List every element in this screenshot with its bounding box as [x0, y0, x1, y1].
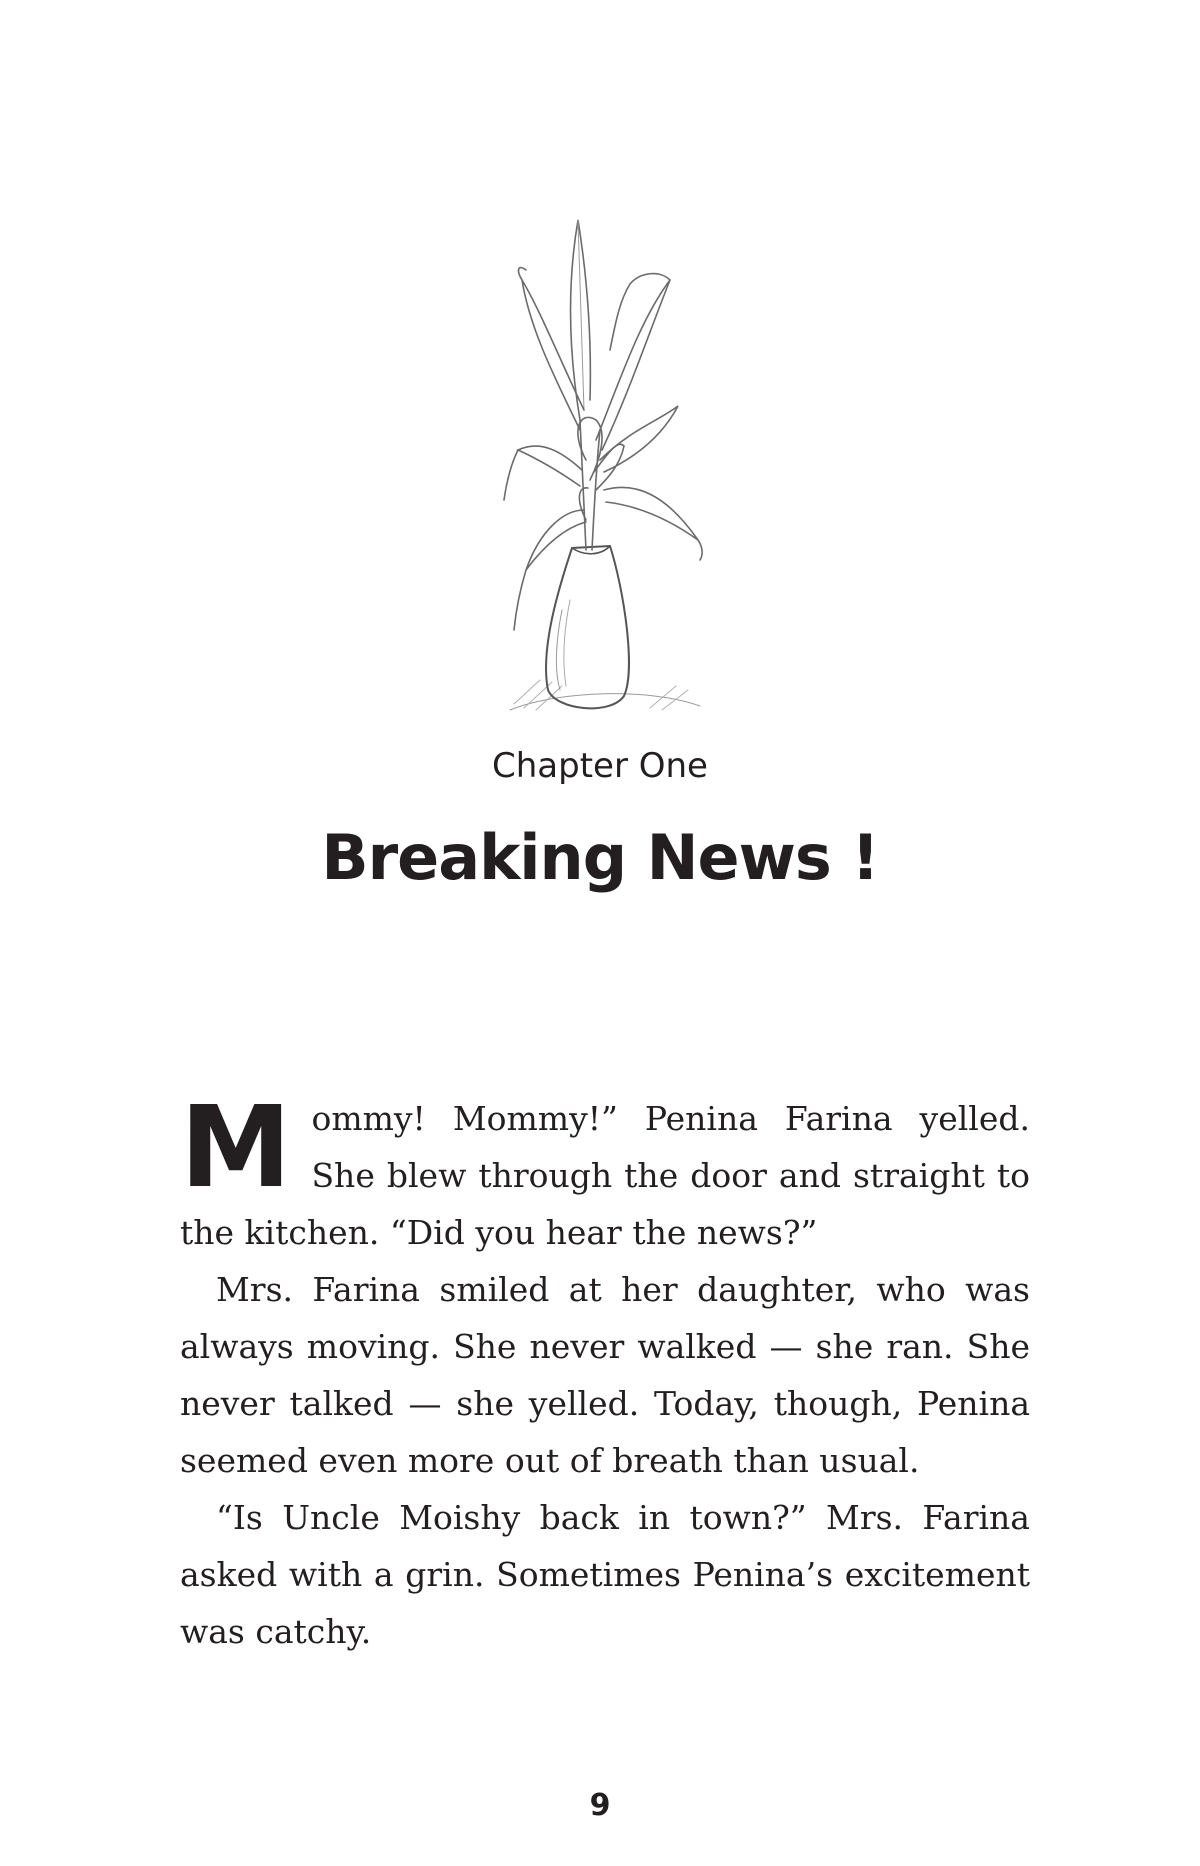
chapter-label: Chapter One: [492, 746, 708, 786]
page-number: 9: [589, 1788, 611, 1823]
paragraph-3: “Is Uncle Moishy back in town?” Mrs. Farina asked with a grin. Sometimes Penina’s excitement was catchy.: [180, 1498, 1030, 1651]
drop-cap: M: [180, 1083, 292, 1213]
paragraph-2: Mrs. Farina smiled at her daughter, who was always moving. She never walked — she ran. She never talked — she yelled. Today, though, Penina seemed even more out of breath than usual.: [180, 1270, 1030, 1480]
chapter-title: Breaking News !: [321, 821, 879, 894]
plant-in-vase-sketch-icon: [500, 210, 720, 720]
body-text: [180, 1083, 1030, 1660]
paragraph-1-text: ommy! Mommy!” Penina Farina yelled. She blew through the door and straight to the kitchen. “Did you hear the news?”: [180, 1099, 1030, 1252]
paragraph-1: [180, 1083, 1030, 1261]
